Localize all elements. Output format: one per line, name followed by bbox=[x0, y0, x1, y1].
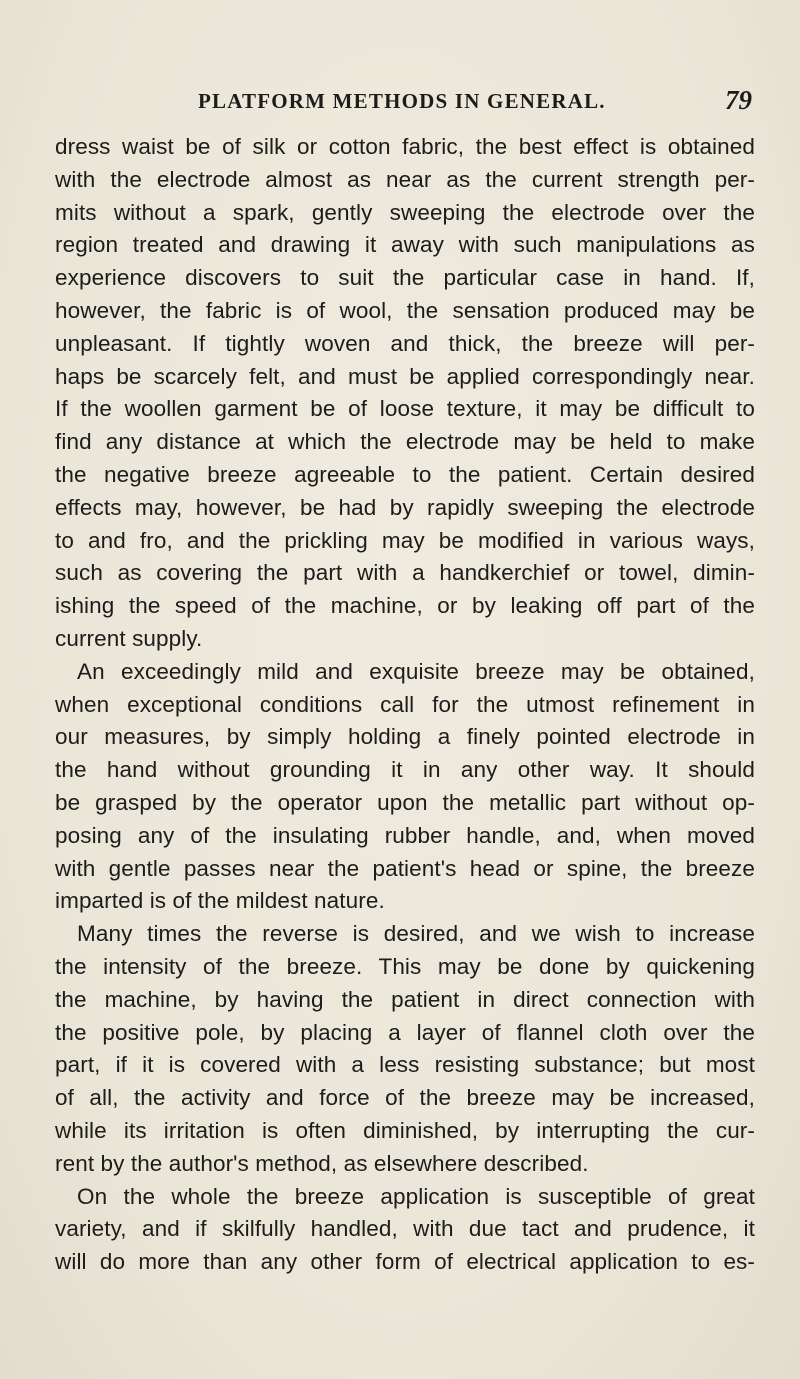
text-line: region treated and drawing it away with such manipulations as bbox=[55, 232, 755, 258]
text-line: haps be scarcely felt, and must be applied correspondingly near. bbox=[55, 363, 755, 389]
text-line: while its irritation is often diminished, by interrupting the cur- bbox=[55, 1117, 755, 1143]
text-line: ishing the speed of the machine, or by leaking off part of the bbox=[55, 593, 755, 619]
text-line: current supply. bbox=[55, 625, 203, 651]
text-line: when exceptional conditions call for the utmost refinement in bbox=[55, 691, 755, 717]
text-line: experience discovers to suit the particular case in hand. If, bbox=[55, 265, 755, 291]
text-line: our measures, by simply holding a finely pointed electrode in bbox=[55, 724, 755, 750]
text-line: such as covering the part with a handkerchief or towel, dimin- bbox=[55, 560, 755, 586]
text-line: find any distance at which the electrode may be held to make bbox=[55, 429, 755, 455]
text-line: dress waist be of silk or cotton fabric, the best effect is obtained bbox=[55, 134, 755, 159]
paragraph-1 bbox=[55, 131, 755, 656]
text-line: imparted is of the mildest nature. bbox=[55, 888, 385, 914]
text-line: however, the fabric is of wool, the sensation produced may be bbox=[55, 297, 755, 323]
text-line: to and fro, and the prickling may be modified in various ways, bbox=[55, 527, 755, 553]
body-text bbox=[55, 131, 755, 1279]
text-line: effects may, however, be had by rapidly sweeping the electrode bbox=[55, 494, 755, 520]
text-line: rent by the author's method, as elsewhere described. bbox=[55, 1150, 589, 1176]
text-line: On the whole the breeze application is susceptible of great bbox=[77, 1183, 755, 1209]
text-line: the intensity of the breeze. This may be done by quickening bbox=[55, 953, 755, 979]
paragraph-4 bbox=[55, 1181, 755, 1279]
running-head: PLATFORM METHODS IN GENERAL. bbox=[198, 89, 606, 113]
text-line: with the electrode almost as near as the current strength per- bbox=[55, 166, 755, 192]
page-header bbox=[56, 85, 752, 119]
text-line: the positive pole, by placing a layer of flannel cloth over the bbox=[55, 1019, 755, 1045]
text-line: be grasped by the operator upon the metallic part without op- bbox=[55, 789, 755, 815]
text-line: unpleasant. If tightly woven and thick, the breeze will per- bbox=[55, 330, 755, 356]
text-line: the hand without grounding it in any other way. It should bbox=[55, 757, 755, 783]
text-line: Many times the reverse is desired, and we wish to increase bbox=[77, 921, 755, 947]
text-line: the machine, by having the patient in direct connection with bbox=[55, 986, 755, 1012]
text-line: mits without a spark, gently sweeping the electrode over the bbox=[55, 199, 755, 225]
text-line: An exceedingly mild and exquisite breeze may be obtained, bbox=[77, 658, 755, 684]
text-line: of all, the activity and force of the breeze may be increased, bbox=[55, 1085, 755, 1111]
text-line: If the woollen garment be of loose texture, it may be difficult to bbox=[55, 396, 755, 422]
paragraph-3 bbox=[55, 918, 755, 1180]
page-number: 79 bbox=[725, 85, 752, 115]
text-line: the negative breeze agreeable to the patient. Certain desired bbox=[55, 461, 755, 487]
text-line: part, if it is covered with a less resisting substance; but most bbox=[55, 1052, 755, 1078]
text-line: will do more than any other form of electrical application to es- bbox=[55, 1249, 755, 1275]
paragraph-2 bbox=[55, 656, 755, 918]
text-line: posing any of the insulating rubber handle, and, when moved bbox=[55, 822, 755, 848]
text-line: variety, and if skilfully handled, with due tact and prudence, it bbox=[55, 1216, 755, 1242]
text-line: with gentle passes near the patient's head or spine, the breeze bbox=[55, 855, 755, 881]
